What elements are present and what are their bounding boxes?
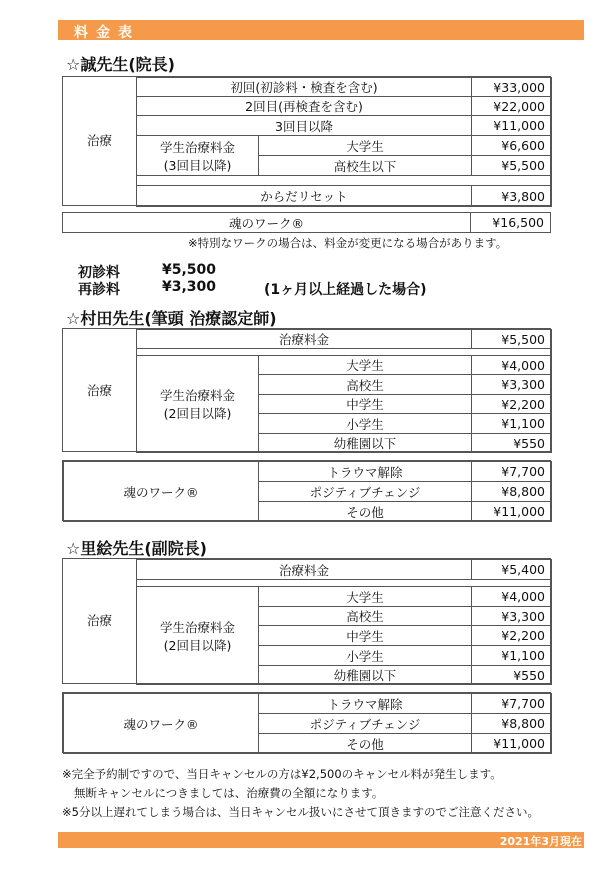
murata-student-label-2: (2回目以降) bbox=[163, 406, 232, 421]
murata-soul-trauma-label: トラウマ解除 bbox=[258, 461, 472, 482]
satoe-soul-positive-price: ¥8,800 bbox=[471, 713, 552, 734]
makoto-student-university-label: 大学生 bbox=[258, 135, 472, 156]
murata-student-label bbox=[136, 355, 259, 453]
satoe-student-elementary-label: 小学生 bbox=[258, 645, 472, 666]
satoe-student-university-label: 大学生 bbox=[258, 586, 472, 607]
satoe-student-middleschool-price: ¥2,200 bbox=[471, 625, 552, 646]
satoe-student-elementary-price: ¥1,100 bbox=[471, 645, 552, 666]
murata-student-highschool-price: ¥3,300 bbox=[471, 374, 552, 395]
murata-soul-positive-price: ¥8,800 bbox=[471, 481, 552, 502]
murata-student-middleschool-label: 中学生 bbox=[258, 394, 472, 414]
first-visit-fee-price: ¥5,500 bbox=[162, 262, 217, 278]
satoe-fee-label: 治療料金 bbox=[136, 559, 472, 580]
satoe-student-university-price: ¥4,000 bbox=[471, 586, 552, 607]
murata-fee-price: ¥5,500 bbox=[471, 329, 552, 349]
satoe-student-highschool-label: 高校生 bbox=[258, 606, 472, 626]
makoto-student-label-2: (3回目以降) bbox=[163, 157, 232, 173]
makoto-soul-price: ¥16,500 bbox=[470, 212, 551, 233]
murata-student-kindergarten-label: 幼稚園以下 bbox=[258, 433, 472, 453]
murata-soul-other-price: ¥11,000 bbox=[471, 501, 552, 522]
makoto-treatment-table bbox=[62, 76, 551, 206]
makoto-heading: ☆誠先生(院長) bbox=[66, 55, 175, 74]
makoto-row-third-label: 3回目以降 bbox=[136, 115, 472, 136]
makoto-student-highschool-price: ¥5,500 bbox=[471, 155, 552, 176]
murata-student-university-price: ¥4,000 bbox=[471, 355, 552, 375]
makoto-row-second-price: ¥22,000 bbox=[471, 96, 552, 116]
makoto-student-label-1: 学生治療料金 bbox=[159, 139, 235, 155]
murata-treatment-table bbox=[62, 328, 551, 452]
murata-fee-label: 治療料金 bbox=[136, 329, 472, 349]
return-visit-fee-price: ¥3,300 bbox=[162, 279, 217, 295]
makoto-row-first-price: ¥33,000 bbox=[471, 77, 552, 97]
murata-soul-trauma-price: ¥7,700 bbox=[471, 461, 552, 482]
satoe-student-kindergarten-price: ¥550 bbox=[471, 665, 552, 685]
murata-soul-label: 魂のワーク® bbox=[63, 461, 259, 522]
murata-student-middleschool-price: ¥2,200 bbox=[471, 394, 552, 414]
return-visit-fee-label: 再診料 bbox=[78, 282, 120, 298]
satoe-student-label bbox=[136, 586, 259, 685]
satoe-soul-positive-label: ポジティブチェンジ bbox=[258, 713, 472, 734]
satoe-soul-other-label: その他 bbox=[258, 733, 472, 754]
makoto-body-reset-label: からだリセット bbox=[136, 185, 472, 207]
satoe-soul-label: 魂のワーク® bbox=[63, 693, 259, 754]
satoe-student-highschool-price: ¥3,300 bbox=[471, 606, 552, 626]
note-late: ※5分以上遅れてしまう場合は、当日キャンセル扱いにさせて頂きますのでご注意ください。 bbox=[62, 805, 539, 819]
murata-soul-table bbox=[62, 460, 551, 521]
murata-student-label-1: 学生治療料金 bbox=[159, 388, 235, 403]
satoe-soul-table bbox=[62, 692, 551, 753]
makoto-body-reset-price: ¥3,800 bbox=[471, 185, 552, 207]
satoe-soul-other-price: ¥11,000 bbox=[471, 733, 552, 754]
page-title: 料金表 bbox=[74, 25, 140, 41]
murata-treatment-label: 治療 bbox=[86, 383, 112, 398]
footer-date: 2021年3月現在 bbox=[499, 835, 582, 848]
murata-heading: ☆村田先生(筆頭 治療認定師) bbox=[66, 309, 277, 328]
note-cancellation: ※完全予約制ですので、当日キャンセルの方は¥2,500のキャンセル料が発生します。 bbox=[62, 767, 502, 781]
murata-student-elementary-price: ¥1,100 bbox=[471, 413, 552, 434]
first-visit-fee-label: 初診料 bbox=[78, 265, 120, 281]
makoto-row-third-price: ¥11,000 bbox=[471, 115, 552, 136]
makoto-student-highschool-label: 高校生以下 bbox=[258, 155, 472, 176]
makoto-row-first-label: 初回(初診料・検査を含む) bbox=[136, 77, 472, 97]
satoe-fee-price: ¥5,400 bbox=[471, 559, 552, 580]
satoe-treatment-label: 治療 bbox=[86, 613, 112, 628]
murata-student-elementary-label: 小学生 bbox=[258, 413, 472, 434]
murata-student-highschool-label: 高校生 bbox=[258, 374, 472, 395]
return-visit-fee-note: (1ヶ月以上経過した場合) bbox=[264, 282, 427, 298]
satoe-student-label-1: 学生治療料金 bbox=[159, 619, 235, 635]
makoto-student-university-price: ¥6,600 bbox=[471, 135, 552, 156]
note-no-show: 無断キャンセルにつきましては、治療費の全額になります。 bbox=[74, 786, 384, 800]
makoto-special-note: ※特別なワークの場合は、料金が変更になる場合があります。 bbox=[188, 236, 508, 250]
makoto-row-second-label: 2回目(再検査を含む) bbox=[136, 96, 472, 116]
satoe-student-label-2: (2回目以降) bbox=[163, 637, 232, 653]
murata-soul-other-label: その他 bbox=[258, 501, 472, 522]
murata-student-university-label: 大学生 bbox=[258, 355, 472, 375]
makoto-soul-label: 魂のワーク® bbox=[62, 212, 471, 233]
murata-student-kindergarten-price: ¥550 bbox=[471, 433, 552, 453]
satoe-student-kindergarten-label: 幼稚園以下 bbox=[258, 665, 472, 685]
makoto-treatment-label: 治療 bbox=[86, 133, 112, 148]
satoe-soul-trauma-label: トラウマ解除 bbox=[258, 693, 472, 714]
satoe-treatment-table bbox=[62, 558, 551, 684]
makoto-student-label bbox=[136, 135, 259, 176]
murata-soul-positive-label: ポジティブチェンジ bbox=[258, 481, 472, 502]
satoe-heading: ☆里絵先生(副院長) bbox=[66, 539, 207, 558]
satoe-student-middleschool-label: 中学生 bbox=[258, 625, 472, 646]
satoe-soul-trauma-price: ¥7,700 bbox=[471, 693, 552, 714]
